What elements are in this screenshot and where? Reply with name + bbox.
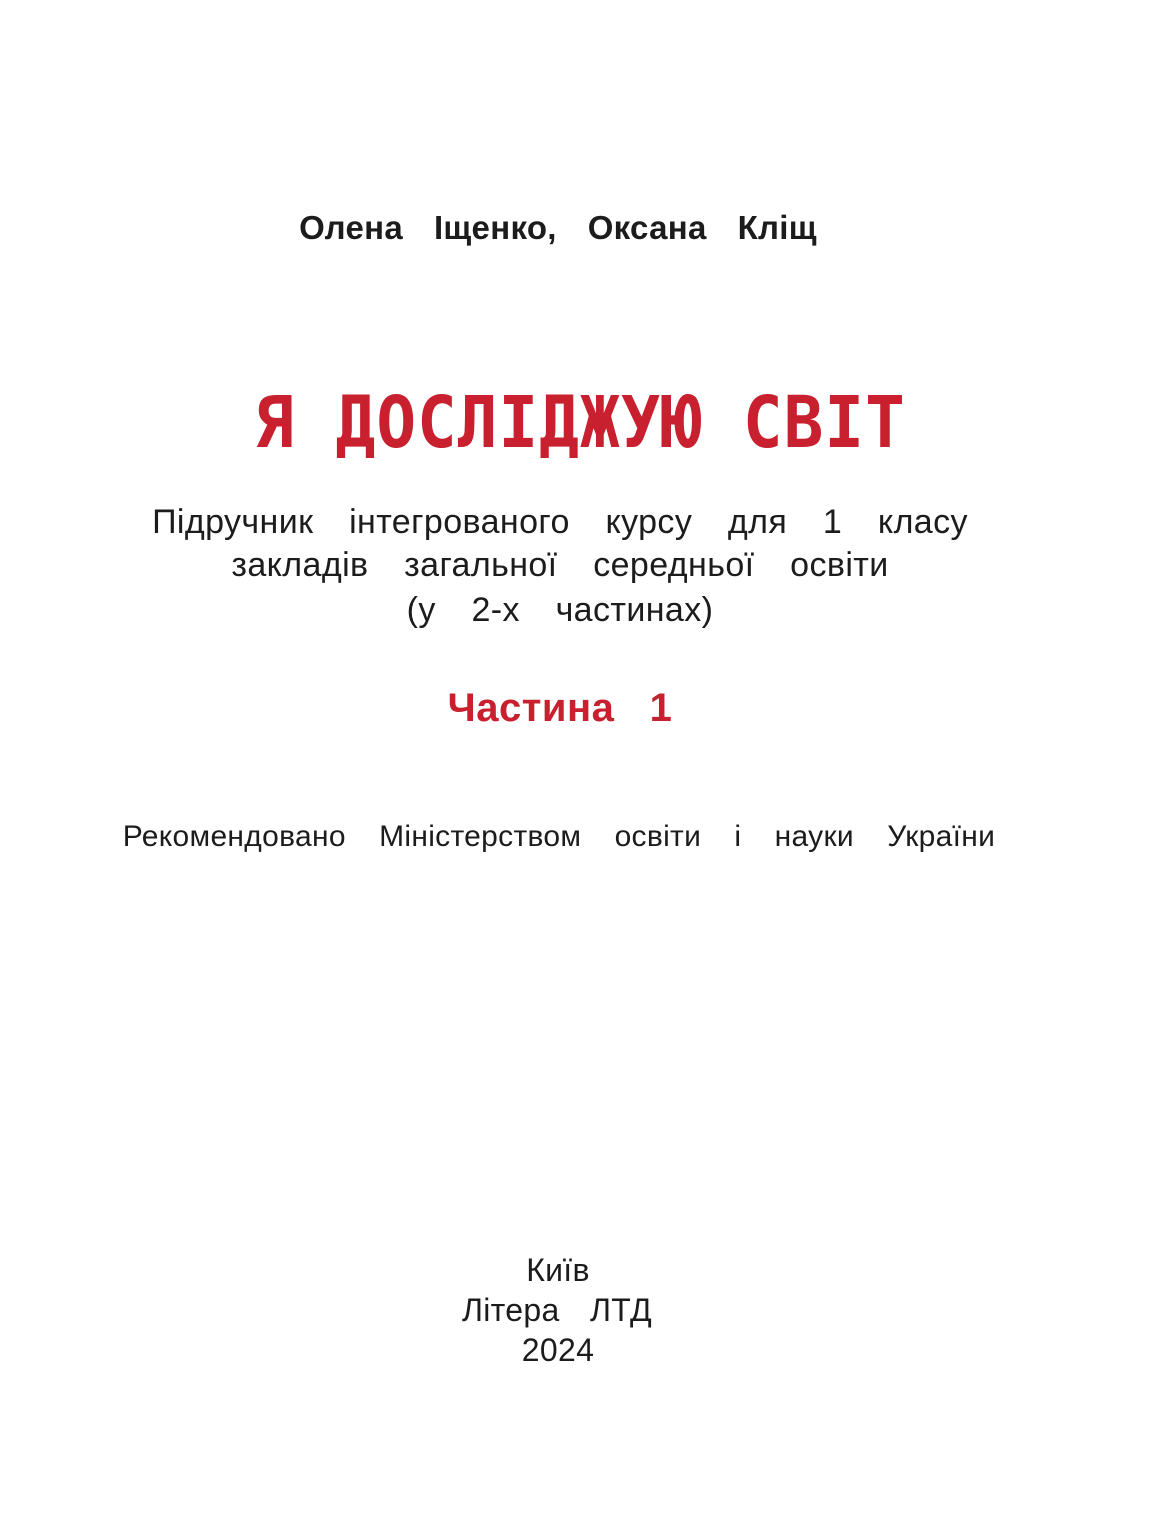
- book-title: Я ДОСЛІДЖУЮ СВІТ: [254, 380, 906, 465]
- ministry-recommendation: Рекомендовано Міністерством освіти і науки України: [122, 820, 996, 853]
- subtitle-line-3: (у 2-х частинах): [406, 591, 714, 629]
- imprint-city: Київ: [526, 1252, 590, 1288]
- imprint-year: 2024: [521, 1332, 595, 1368]
- part-label: Частина 1: [447, 686, 673, 730]
- imprint-publisher: Літера ЛТД: [461, 1292, 653, 1328]
- authors: Олена Іщенко, Оксана Кліщ: [299, 209, 817, 246]
- subtitle-line-2: закладів загальної середньої освіти: [231, 546, 889, 584]
- subtitle-line-1: Підручник інтегрованого курсу для 1 класу: [152, 503, 968, 541]
